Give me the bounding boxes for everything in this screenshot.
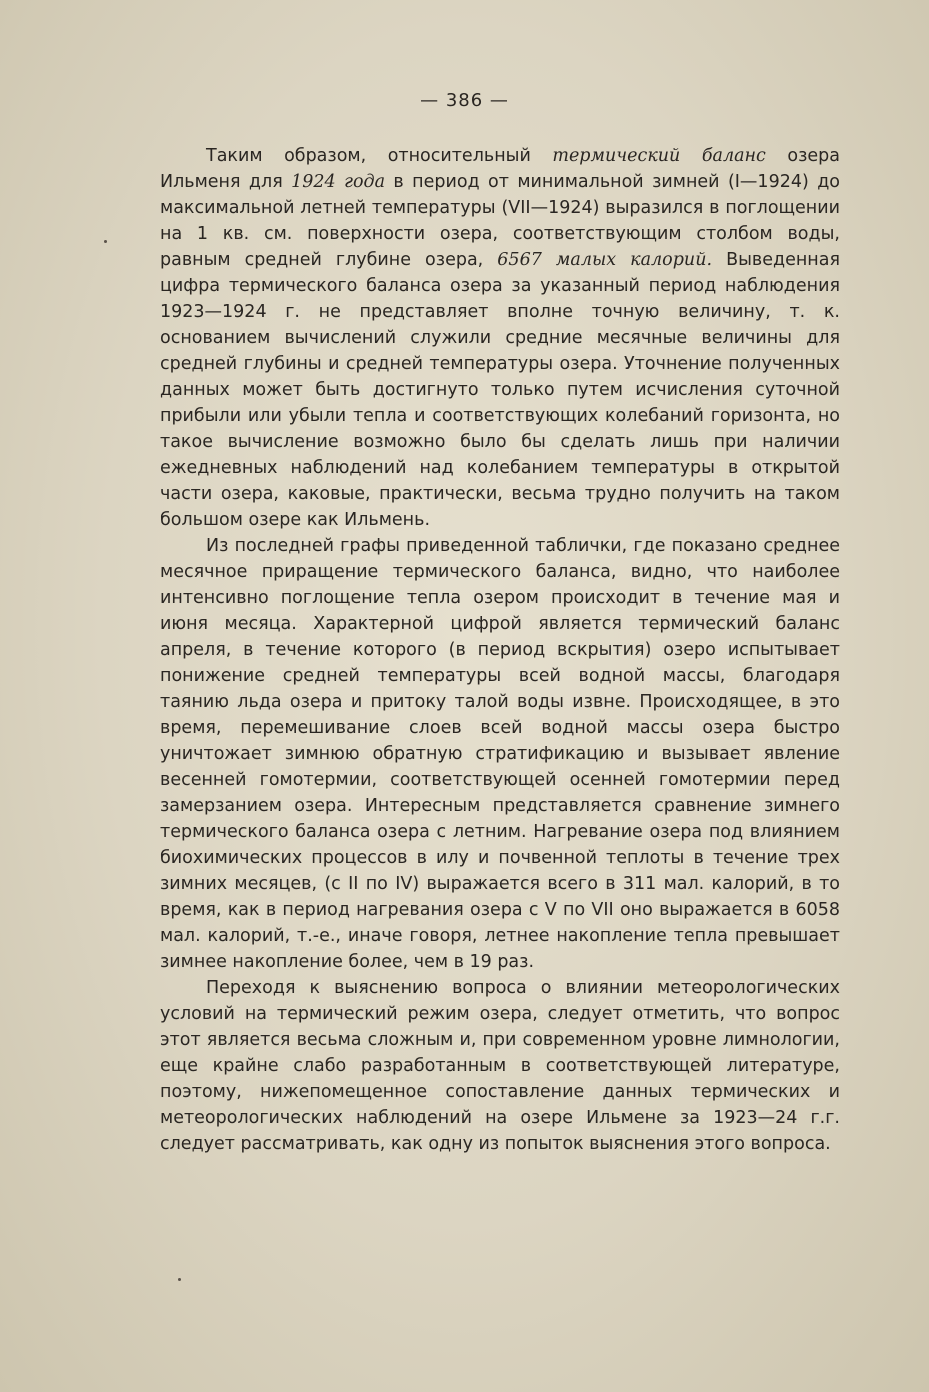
italic-calories: 6567 малых калорий. — [497, 250, 713, 270]
italic-term-thermal-balance: термический баланс — [552, 146, 766, 166]
italic-year: 1924 года — [291, 172, 386, 192]
paper-speck — [178, 1278, 181, 1281]
text-segment: Переходя к выяснению вопроса о влиянии метеорологических условий на термический режим озера, следует отметить, что вопрос этот является весьма сложным и, при современном уровне лимнологии, еще крайне слабо разработанным в соответствующей литературе, поэтому, нижепомещенное сопоставление данных термических и метеорологических наблюдений на озере Ильмене за 1923—24 г.г. следует рассматривать, как одну из попыток выяснения этого вопроса. — [160, 978, 840, 1154]
text-segment: в период от минимальной зимней (I—1924) до максимальной летней температуры (VII—1924) выразился в поглощении на 1 кв. см. поверхности озера, соответствующим столбом воды, равным средней глубине озера, — [160, 172, 841, 270]
page-number: — 386 — — [420, 90, 509, 111]
text-segment: Таким образом, относительный — [206, 146, 553, 166]
paragraph-1 — [160, 143, 840, 533]
text-segment: Выведенная цифра термического баланса озера за указанный период наблюдения 1923—1924 г. не представляет вполне точную величину, т. к. основанием вычислений служили средние месячные величины для средней глубины и средней температуры озера. Уточнение полученных данных может быть достигнуто только путем исчисления суточной прибыли или убыли тепла и соответствующих колебаний горизонта, но такое вычисление возможно было бы сделать лишь при наличии ежедневных наблюдений над колебанием температуры в открытой части озера, каковые, практически, весьма трудно получить на таком большом озере как Ильмень. — [160, 250, 840, 530]
paragraph-3 — [160, 975, 840, 1157]
text-segment: озера Ильменя для — [160, 146, 840, 192]
paragraph-2 — [160, 533, 840, 975]
text-segment: Из последней графы приведенной таблички, где показано среднее месячное приращение термического баланса, видно, что наиболее интенсивно поглощение тепла озером происходит в течение мая и июня месяца. Характерной цифрой является термический баланс апреля, в течение которого (в период вскрытия) озеро испытывает понижение средней температуры всей водной массы, благодаря таянию льда озера и притоку талой воды извне. Происходящее, в это время, перемешивание слоев всей водной массы озера быстро уничтожает зимнюю обратную стратификацию и вызывает явление весенней гомотермии, соответствующей осенней гомотермии перед замерзанием озера. Интересным представляется сравнение зимнего термического баланса озера с летним. Нагревание озера под влиянием биохимических процессов в илу и почвенной теплоты в течение трех зимних месяцев, (с II по IV) выражается всего в 311 мал. калорий, в то время, как в период нагревания озера с V по VII оно выражается в 6058 мал. калорий, т.-е., иначе говоря, летнее накопление тепла превышает зимнее накопление более, чем в 19 раз. — [160, 536, 840, 972]
paper-speck — [104, 240, 107, 243]
body-text — [160, 143, 840, 1157]
